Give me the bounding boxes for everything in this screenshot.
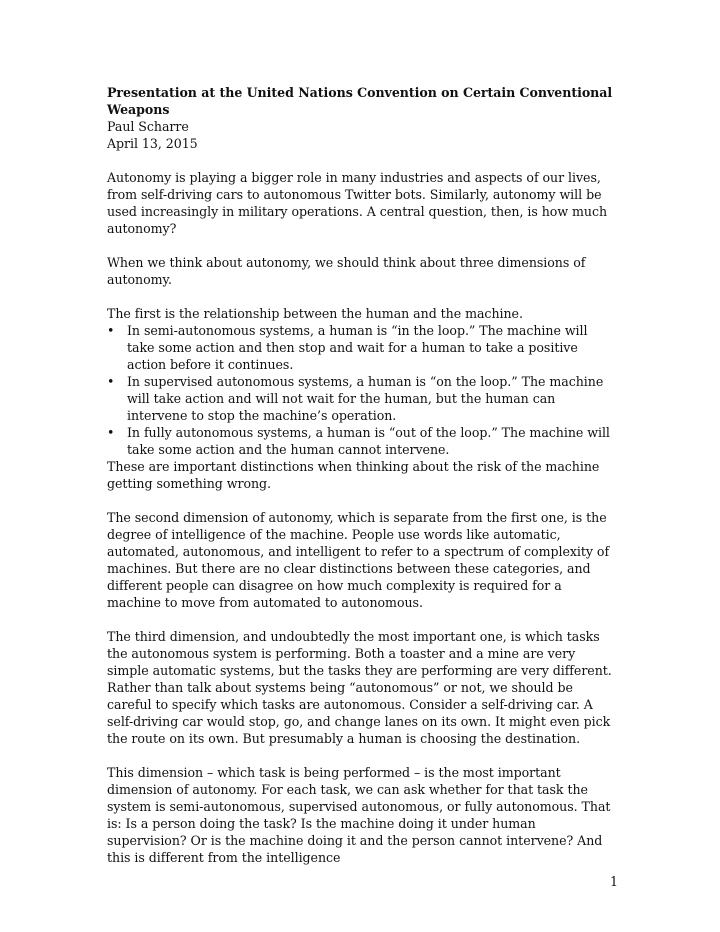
paragraph-gap bbox=[107, 288, 617, 305]
list-item bbox=[107, 373, 617, 424]
paragraph-gap bbox=[107, 492, 617, 509]
bullet-text: In supervised autonomous systems, a human is “on the loop.” The machine will take action and will not wait for the human, but the human can intervene to stop the machine’s operation. bbox=[127, 374, 604, 423]
bullet-icon: • bbox=[107, 323, 115, 338]
first-dimension-paragraph: The first is the relationship between the human and the machine. bbox=[107, 306, 523, 321]
bullet-text: In semi-autonomous systems, a human is “in the loop.” The machine will take some action and then stop and wait for a human to take a positive action before it continues. bbox=[127, 323, 588, 372]
second-dimension-paragraph: The second dimension of autonomy, which is separate from the first one, is the degree of intelligence of the machine. People use words like automatic, automated, autonomous, and intelligent to refer to a spectrum of complexity of machines. But there are no clear distinctions between these categories, and different people can disagree on how much complexity is required for a machine to move from automated to autonomous. bbox=[107, 510, 610, 610]
distinctions-paragraph: These are important distinctions when thinking about the risk of the machine getting something wrong. bbox=[107, 459, 600, 491]
third-dimension-paragraph: The third dimension, and undoubtedly the most important one, is which tasks the autonomous system is performing. Both a toaster and a mine are very simple automatic systems, but the tasks they are performing are very different. Rather than talk about systems being “autonomous” or not, we should be careful to specify which tasks are autonomous. Consider a self-driving car. A self-driving car would stop, go, and change lanes on its own. It might even pick the route on its own. But presumably a human is choosing the destination. bbox=[107, 629, 612, 746]
author-name: Paul Scharre bbox=[107, 119, 189, 134]
paragraph-gap bbox=[107, 237, 617, 254]
bullet-icon: • bbox=[107, 425, 115, 440]
list-item bbox=[107, 322, 617, 373]
intro-paragraph: Autonomy is playing a bigger role in many industries and aspects of our lives, from self-driving cars to autonomous Twitter bots. Similarly, autonomy will be used increasingly in military operations. A central question, then, is how much autonomy? bbox=[107, 170, 608, 236]
document-date: April 13, 2015 bbox=[107, 136, 198, 151]
loop-bullet-list bbox=[107, 322, 617, 458]
page-number: 1 bbox=[609, 874, 618, 889]
paragraph-gap bbox=[107, 152, 617, 169]
bullet-icon: • bbox=[107, 374, 115, 389]
paragraph-gap bbox=[107, 747, 617, 764]
paragraph-gap bbox=[107, 611, 617, 628]
document-page bbox=[107, 84, 617, 866]
bullet-text: In fully autonomous systems, a human is “out of the loop.” The machine will take some action and the human cannot intervene. bbox=[127, 425, 610, 457]
task-dimension-paragraph: This dimension – which task is being performed – is the most important dimension of autonomy. For each task, we can ask whether for that task the system is semi-autonomous, supervised autonomous, or fully autonomous. That is: Is a person doing the task? Is the machine doing it under human supervision? Or is the machine doing it and the person cannot intervene? And this is different from the intelligence bbox=[107, 765, 611, 865]
three-dimensions-paragraph: When we think about autonomy, we should think about three dimensions of autonomy. bbox=[107, 255, 586, 287]
document-title: Presentation at the United Nations Convention on Certain Conventional Weapons bbox=[107, 85, 613, 117]
list-item bbox=[107, 424, 617, 458]
